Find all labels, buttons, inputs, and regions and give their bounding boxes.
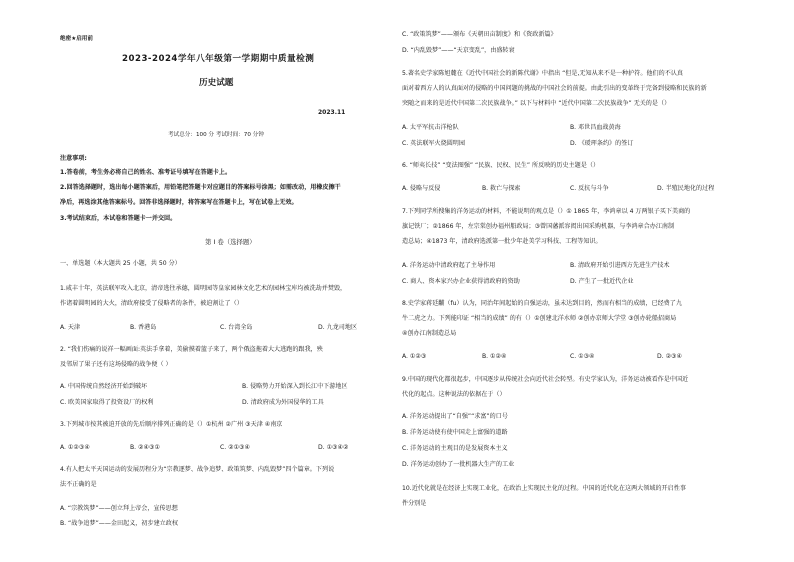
q1-option-a: A. 天津: [60, 324, 81, 331]
q7-option-b: B. 清政府开始引进西方先进生产技术: [570, 262, 670, 269]
q4-option-c: C. “政策筑梦”——颁布《天朝田亩制度》和《资政新篇》: [402, 31, 557, 38]
notice-item: 1.答卷前，考生务必将自己的姓名、准考证号填写在答题卡上。: [60, 169, 232, 176]
q9-option-d: D. 洋务运动创办了一批机器大生产的工业: [402, 461, 515, 468]
question-8-text: 8.史学家蒋廷黼（fu）认为，同治年间起始的自强运动，虽未达到目的，然而有相当的成绩，已经费了九: [402, 300, 682, 307]
q4-option-b: B. “战争追梦”——金田起义，初步建立政权: [60, 520, 178, 527]
q3-option-c: C. ②①③④: [220, 444, 250, 451]
q6-option-a: A. 侵略与反侵: [402, 185, 441, 192]
q8-option-b: B. ①②④: [482, 353, 507, 360]
q9-option-c: C. 洋务运动的主观目的是发展资本主义: [402, 445, 508, 452]
question-4-text: 4.有人把太平天国运动的发展历程分为“宗教逐梦、战争追梦、政策筑梦、内乱毁梦”四个篇章。下列说: [60, 466, 335, 473]
question-9-text: 9.中国的现代化都很起步，中国逐步从传统社会向近代社会转型。有史学家认为，洋务运动被看作是中国近: [402, 376, 689, 383]
question-5-text: 面对着西方人的认真面对的侵略的中国问题的挑战的中国社会的前提。由此引出的变革终于完备到侵略和民族的新: [402, 85, 707, 92]
q4-option-a: A. “宗教筑梦”——创立拜上帝会，宣传思想: [60, 505, 178, 512]
exam-date: 2023.11: [318, 109, 346, 116]
part-title: 第 I 卷（选择题）: [205, 238, 256, 246]
q9-option-b: B. 洋务运动使有使中国走上富强的道路: [402, 429, 508, 436]
q1-option-b: B. 香港岛: [130, 324, 157, 331]
question-10-text: 件分别是: [402, 500, 427, 507]
question-1-text: 1.咸丰十年，英法联军攻入北京，清帝逃往承德，圆明园等皇家园林文化艺术的园林宝库均被洗劫并焚毁，: [60, 285, 347, 292]
question-7-text: 造总局；④1873 年，清政府选派第一批少年赴美学习科技、工程等知识。: [402, 238, 602, 245]
q3-option-b: B. ②④③①: [130, 444, 160, 451]
q2-option-c: C. 欧美国家取得了投资设厂的权利: [60, 399, 154, 406]
q3-option-a: A. ①②③④: [60, 444, 90, 451]
q8-option-a: A. ①②③: [402, 353, 427, 360]
q2-option-b: B. 侵略势力开始深入到长江中下游地区: [242, 383, 348, 390]
q1-option-c: C. 台湾全岛: [220, 324, 253, 331]
question-4-text: 法不正确的是: [60, 481, 97, 488]
question-5-text: 5.著名史学家陈旭麓在《近代中国社会的新陈代谢》中指出 “但是,无知从来不是一种护符。他们的不认真: [402, 70, 683, 77]
notice-item: 净后，再选涂其他答案标号。回答非选择题时，将答案写在答题卡上，写在试卷上无效。: [60, 199, 298, 206]
exam-info: 考试总分：100 分 考试时间：70 分钟: [168, 132, 264, 138]
question-5-text: 突随之而来的是近代中国第二次民族战争。” 以下与材料中 “近代中国第二次民族战争” 无关的是（）: [402, 100, 671, 107]
notice-item: 3.考试结束后，本试卷和答题卡一并交回。: [60, 215, 177, 222]
question-7-text: 7.下列同学所搜集的洋务运动的材料，不能说明的观点是（）① 1865 年，李鸿章以 4 万两银子买下美商的: [402, 208, 691, 215]
question-7-text: 旗记铁厂；②1866 年，左宗棠创办福州船政局；③曾国藩派容闳出国采购机器，与李鸿章合办江南制: [402, 223, 675, 230]
q8-option-d: D. ②③④: [657, 353, 682, 360]
q9-option-a: A. 洋务运动提出了“自强”“求富”的口号: [402, 413, 508, 420]
question-8-text: 牛二虎之力。下列能印证 “相当的成绩” 的有（）①创建北洋水师 ②创办京师大学堂 ③创办轮船招商局: [402, 315, 677, 322]
exam-title: 2023-2024学年八年级第一学期期中质量检测: [122, 54, 315, 64]
q5-option-d: D. 《瑷珲条约》的签订: [570, 140, 634, 147]
q4-option-d: D. “内乱毁梦”——“天京变乱”，由盛转衰: [402, 47, 515, 54]
q5-option-a: A. 太平军抗击洋枪队: [402, 124, 459, 131]
q6-option-d: D. 半殖民地化的过程: [657, 185, 715, 192]
q5-option-c: C. 英法联军火烧圆明园: [402, 140, 465, 147]
q6-option-b: B. 救亡与探索: [482, 185, 521, 192]
question-6-text: 6. “师夷长技” “变法图强” “民族、民权、民生” 所反映的历史主题是（）: [402, 162, 600, 169]
confidential-mark: 绝密★启用前: [60, 36, 93, 42]
q3-option-d: D. ①③④②: [318, 444, 349, 451]
q2-option-d: D. 清政府成为外国侵华的工具: [242, 399, 324, 406]
question-2-text: 及邻居了果子还有这场侵略的战争便（ ）: [60, 361, 172, 368]
question-3-text: 3.下列城市按其被迫开放的先后顺序排列正确的是（）①杭州 ②广州 ③天津 ④南京: [60, 421, 283, 428]
question-9-text: 代化的起点。这种说法的依据在于（）: [402, 391, 506, 398]
q1-option-d: D. 九龙司地区: [318, 324, 358, 331]
q7-option-d: D. 产生了一批近代企业: [570, 278, 634, 285]
question-8-text: ④创办江南制造总局: [402, 330, 457, 337]
question-2-text: 2. “我们伤痛的说祥一幅画面:英法手拿着，美偷摸着篮子来了，两个俄盗拖着大大逃跑的跟我，殃: [60, 346, 323, 353]
q7-option-c: C. 商人、资本家兴办企业获得清政府的资助: [402, 278, 520, 285]
q2-option-a: A. 中国传统自然经济开始到破坏: [60, 383, 148, 390]
q6-option-c: C. 反抗与斗争: [570, 185, 609, 192]
q7-option-a: A. 洋务运动中清政府起了主导作用: [402, 262, 496, 269]
subject-title: 历史试题: [199, 78, 234, 88]
q8-option-c: C. ①③④: [570, 353, 595, 360]
notice-heading: 注意事项:: [60, 155, 87, 162]
section-heading: 一、单选题（本大题共 25 小题，共 50 分）: [60, 260, 181, 267]
q5-option-b: B. 邓世昌血战黄海: [570, 124, 621, 131]
question-1-text: 作诸着圆明园的大火，清政府接受了侵略者的条件，被迫割让了（）: [60, 300, 243, 307]
question-10-text: 10.近代化就是在经济上实现工业化，在政治上实现民主化的过程。中国的近代化在这两大领域的开启性事: [402, 485, 686, 492]
notice-item: 2.回答选择题时，选出每小题答案后，用铅笔把答题卡对应题目的答案标号涂黑；如需改动，用橡皮擦干: [60, 184, 341, 191]
